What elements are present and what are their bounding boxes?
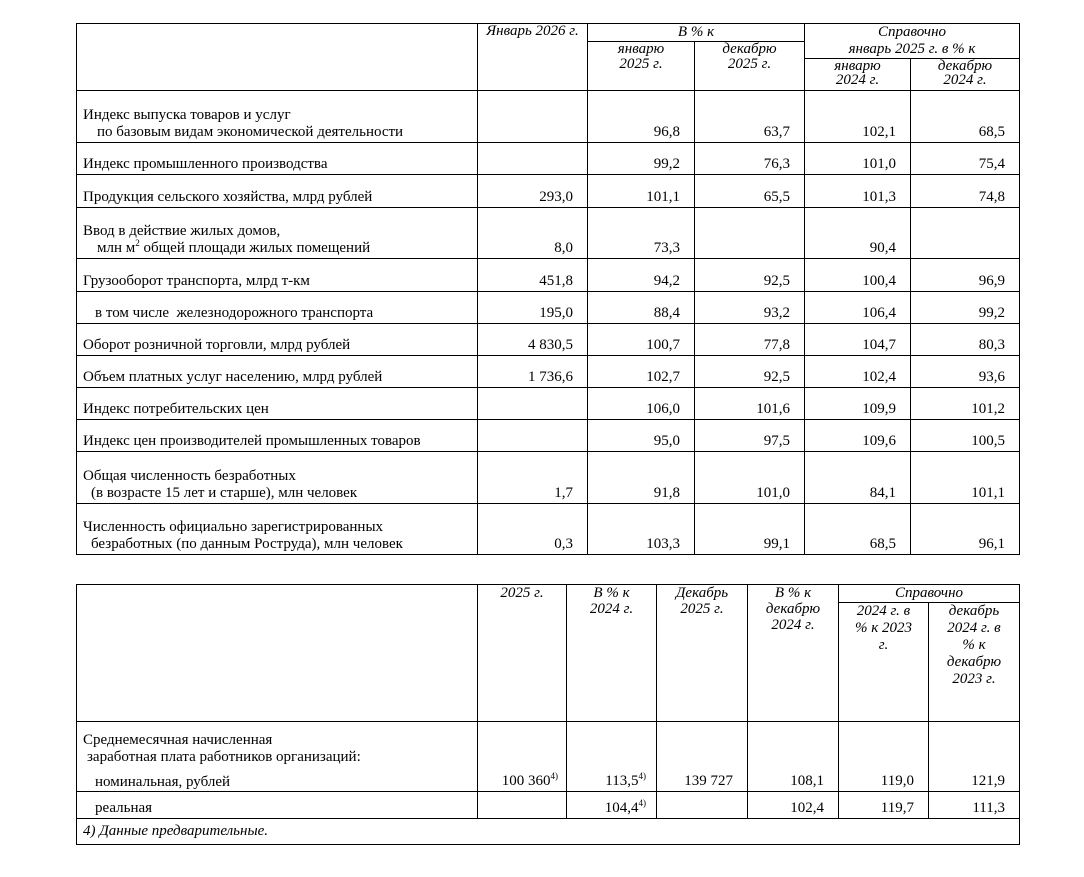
cell-value: 68,5 <box>911 90 1020 142</box>
row-label: Оборот розничной торговли, млрд рублей <box>77 323 478 355</box>
cell-value <box>478 419 588 451</box>
table-row <box>77 207 1020 258</box>
header-empty-cell <box>77 24 478 91</box>
cell-value: 92,5 <box>695 355 805 387</box>
cell-value: 102,4 <box>805 355 911 387</box>
cell-value: 100,5 <box>911 419 1020 451</box>
header-dec-2025: декабрю 2025 г. <box>695 42 805 91</box>
row-label: Ввод в действие жилых домов, млн $м^2$ общей площади жилых помещений <box>77 207 478 258</box>
cell-value <box>478 387 588 419</box>
row-label: в том числе железнодорожного транспорта <box>77 291 478 323</box>
cell-value: 63,7 <box>695 90 805 142</box>
cell-value: 96,8 <box>588 90 695 142</box>
cell-value: 101,0 <box>805 142 911 174</box>
table-row <box>77 419 1020 451</box>
table-row <box>77 503 1020 554</box>
cell-value: 68,5 <box>805 503 911 554</box>
cell-value: 99,1 <box>695 503 805 554</box>
cell-value: 101,6 <box>695 387 805 419</box>
header-ref-sub <box>805 42 1020 91</box>
cell-value: 93,2 <box>695 291 805 323</box>
cell-value <box>478 792 567 819</box>
cell-value: 1 736,6 <box>478 355 588 387</box>
row-label: Индекс цен производителей промышленных товаров <box>77 419 478 451</box>
cell-value: 139 727 <box>657 722 748 792</box>
cell-value: 95,0 <box>588 419 695 451</box>
cell-value: 103,3 <box>588 503 695 554</box>
cell-value: 195,0 <box>478 291 588 323</box>
cell-value: 106,0 <box>588 387 695 419</box>
cell-value: 121,9 <box>929 722 1020 792</box>
cell-value: 97,5 <box>695 419 805 451</box>
cell-value <box>478 142 588 174</box>
header-ref-group: Справочно <box>839 585 1020 603</box>
cell-value: 113,5$^{4)}$ <box>567 722 657 792</box>
cell-value: 109,6 <box>805 419 911 451</box>
table-row <box>77 451 1020 503</box>
header-jan-2026: Январь 2026 г. <box>478 24 588 91</box>
cell-value: 451,8 <box>478 258 588 291</box>
cell-value: 101,0 <box>695 451 805 503</box>
cell-value: 4 830,5 <box>478 323 588 355</box>
header-dec-2025: Декабрь 2025 г. <box>657 585 748 722</box>
cell-value: 102,1 <box>805 90 911 142</box>
cell-value: 1,7 <box>478 451 588 503</box>
cell-value: 119,0 <box>839 722 929 792</box>
wages-table <box>76 584 1020 845</box>
row-label: Индекс выпуска товаров и услуг по базовым видам экономической деятельности <box>77 90 478 142</box>
footnote: 4) Данные предварительные. <box>77 819 1020 845</box>
header-pct-group: В % к <box>588 24 805 42</box>
table-row <box>77 258 1020 291</box>
cell-value: 108,1 <box>748 722 839 792</box>
table-row <box>77 90 1020 142</box>
cell-value: 99,2 <box>911 291 1020 323</box>
header-ref-subtitle: январь 2025 г. в % к <box>848 40 976 57</box>
row-label: Грузооборот транспорта, млрд т-км <box>77 258 478 291</box>
nominal-label: номинальная, рублей <box>95 774 231 790</box>
row-label: Индекс промышленного производства <box>77 142 478 174</box>
cell-value: 73,3 <box>588 207 695 258</box>
header-jan-2025: январю 2025 г. <box>588 42 695 91</box>
cell-value: 101,1 <box>588 174 695 207</box>
cell-value: 80,3 <box>911 323 1020 355</box>
cell-value <box>657 792 748 819</box>
header-dec-2024-pct: декабрь 2024 г. в % к декабрю 2023 г. <box>929 603 1020 722</box>
table-row <box>77 722 1020 792</box>
cell-value: 101,3 <box>805 174 911 207</box>
table-row <box>77 174 1020 207</box>
cell-value: 90,4 <box>805 207 911 258</box>
header-dec-2024: декабрю 2024 г. <box>937 57 993 88</box>
header-pct-2024: В % к 2024 г. <box>567 585 657 722</box>
header-2024-pct-2023: 2024 г. в % к 2023 г. <box>839 603 929 722</box>
header-ref-group: Справочно <box>805 24 1020 42</box>
cell-value: 0,3 <box>478 503 588 554</box>
header-pct-dec-2024: В % к декабрю 2024 г. <box>748 585 839 722</box>
cell-value: 92,5 <box>695 258 805 291</box>
cell-value: 104,4$^{4)}$ <box>567 792 657 819</box>
cell-value: 94,2 <box>588 258 695 291</box>
cell-value: 91,8 <box>588 451 695 503</box>
table-row <box>77 355 1020 387</box>
table-row <box>77 142 1020 174</box>
cell-value <box>911 207 1020 258</box>
cell-value: 104,7 <box>805 323 911 355</box>
header-empty-cell <box>77 585 478 722</box>
table-row <box>77 387 1020 419</box>
cell-value: 293,0 <box>478 174 588 207</box>
cell-value: 99,2 <box>588 142 695 174</box>
row-label: Среднемесячная начисленная заработная плата работников организаций: номинальная, рублей <box>77 722 478 792</box>
table-row <box>77 323 1020 355</box>
cell-value: 77,8 <box>695 323 805 355</box>
table-row <box>77 792 1020 819</box>
cell-value: 88,4 <box>588 291 695 323</box>
row-label: Индекс потребительских цен <box>77 387 478 419</box>
header-jan-2024: январю 2024 г. <box>805 59 911 90</box>
cell-value: 102,4 <box>748 792 839 819</box>
row-label: реальная <box>77 792 478 819</box>
main-indicators-table <box>76 23 1020 555</box>
cell-value <box>478 90 588 142</box>
table-row <box>77 291 1020 323</box>
cell-value: 100,7 <box>588 323 695 355</box>
cell-value: 96,1 <box>911 503 1020 554</box>
cell-value: 100 360$^{4)}$ <box>478 722 567 792</box>
cell-value: 106,4 <box>805 291 911 323</box>
row-label: Численность официально зарегистрированных безработных (по данным Роструда), млн человек <box>77 503 478 554</box>
cell-value: 75,4 <box>911 142 1020 174</box>
row-label: Объем платных услуг населению, млрд рублей <box>77 355 478 387</box>
cell-value: 100,4 <box>805 258 911 291</box>
cell-value: 65,5 <box>695 174 805 207</box>
cell-value: 101,2 <box>911 387 1020 419</box>
cell-value: 96,9 <box>911 258 1020 291</box>
cell-value: 111,3 <box>929 792 1020 819</box>
cell-value: 76,3 <box>695 142 805 174</box>
cell-value: 109,9 <box>805 387 911 419</box>
cell-value: 119,7 <box>839 792 929 819</box>
row-label: Общая численность безработных (в возрасте 15 лет и старше), млн человек <box>77 451 478 503</box>
cell-value: 102,7 <box>588 355 695 387</box>
row-label: Продукция сельского хозяйства, млрд рублей <box>77 174 478 207</box>
cell-value <box>695 207 805 258</box>
cell-value: 8,0 <box>478 207 588 258</box>
cell-value: 93,6 <box>911 355 1020 387</box>
header-2025: 2025 г. <box>478 585 567 722</box>
cell-value: 84,1 <box>805 451 911 503</box>
cell-value: 74,8 <box>911 174 1020 207</box>
cell-value: 101,1 <box>911 451 1020 503</box>
